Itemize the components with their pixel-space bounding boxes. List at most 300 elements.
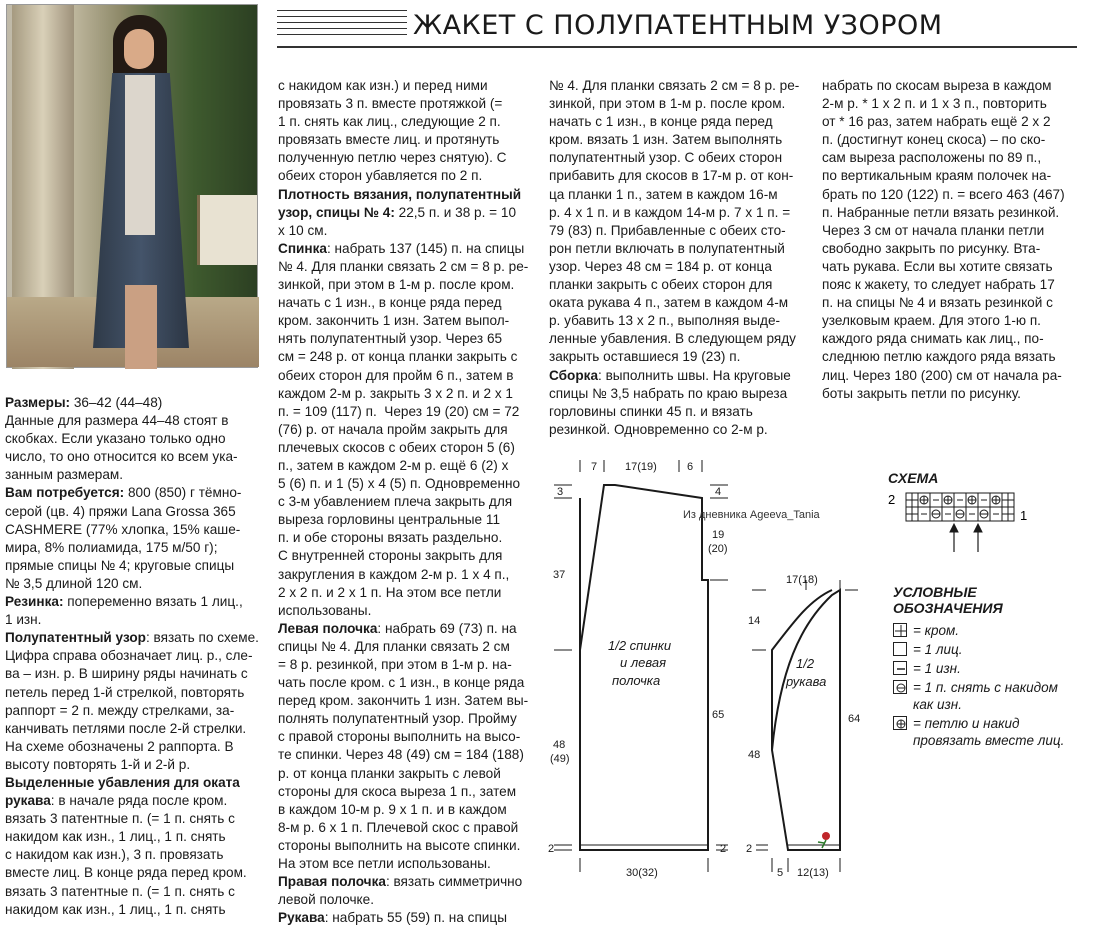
text-span: : набрать 69 (73) п. на [377, 620, 517, 636]
bold-heading: рукава [5, 793, 51, 809]
text-line [822, 276, 1065, 294]
text-span: зинкой, при этом в 1-м р. после кром. [549, 96, 786, 112]
text-span: п. Набранные петли вязать резинкой. [822, 204, 1060, 220]
chart-title: СХЕМА [888, 470, 939, 486]
text-line [278, 493, 528, 511]
dim-right-19: 19 [712, 529, 725, 541]
text-line [278, 783, 528, 801]
text-line [278, 403, 528, 421]
sleeve-dim-top: 17(18) [786, 574, 818, 586]
text-span: ленные убавления. В следующем ряду [549, 331, 796, 347]
text-line [5, 412, 259, 430]
text-span: п. и обе стороны вязать раздельно. [278, 530, 503, 546]
legend-text: = 1 п. снять с накидом как изн. [913, 680, 1058, 712]
legend-item [893, 660, 1088, 677]
text-line [278, 421, 528, 439]
text-span: CASHMERE (77% хлопка, 15% кашe- [5, 521, 241, 537]
text-line [278, 873, 528, 891]
text-line [278, 891, 528, 909]
text-span: каждом 2-м р. закрыть 3 х 2 п. и 2 х 1 [278, 385, 513, 401]
sleeve-dim-bottom-2: 2 [746, 843, 753, 855]
legend-text: = 1 лиц. [913, 642, 963, 657]
text-span: прибавить для скосов в 17-м р. от кон- [549, 168, 794, 184]
text-line [549, 222, 799, 240]
model-figure [85, 15, 205, 369]
legend [893, 584, 1088, 751]
text-line [822, 167, 1065, 185]
text-span: использованы. [278, 602, 372, 618]
text-line [278, 656, 528, 674]
dim-left-37: 37 [553, 569, 566, 581]
text-line [549, 367, 799, 385]
text-line [5, 738, 259, 756]
text-span: кром. закончить 1 изн. Затем выпол- [278, 313, 510, 329]
text-span: планки закрыть с обеих сторон для [549, 277, 773, 293]
text-line [5, 539, 259, 557]
dim-right-20: (20) [708, 543, 728, 555]
text-line [822, 348, 1065, 366]
legend-text: = петлю и накид провязать вместе лиц. [913, 716, 1065, 748]
sleeve-dim-bottom-12: 12(13) [797, 867, 829, 879]
text-span: вместе лиц. В конце ряда перед кром. [5, 865, 247, 881]
text-line [5, 810, 259, 828]
text-span: р. 4 х 1 п. и в каждом 14-м р. 7 х 1 п. = [549, 204, 791, 220]
text-line [278, 457, 528, 475]
text-span: с правой стороны выполнить на высо- [278, 729, 521, 745]
text-span: : в начале ряда после кром. [50, 793, 228, 809]
body-label-2: и левая [620, 655, 667, 670]
text-span: обеих сторон убавляется по 2 п. [278, 168, 483, 184]
text-line [278, 746, 528, 764]
text-line [278, 909, 528, 927]
knit-together-yo-icon [893, 716, 907, 730]
text-line [822, 240, 1065, 258]
text-line [822, 330, 1065, 348]
text-span: число, то оно относится ко всем ука- [5, 449, 238, 465]
text-span: начать с 1 изн., в конце ряда перед [278, 295, 502, 311]
text-line [549, 131, 799, 149]
text-line [278, 240, 528, 258]
chart-row-1: 1 [1020, 508, 1028, 523]
bold-heading: Резинка: [5, 594, 64, 610]
text-span: попеременно вязать 1 лиц., [63, 594, 243, 610]
bold-heading: Рукава [278, 910, 325, 926]
text-line [5, 448, 259, 466]
text-span: петель перед 1-й стрелкой, повторять [5, 684, 245, 700]
dim-top-7: 7 [591, 461, 598, 473]
title-decoration [277, 10, 407, 40]
text-span: полнять полупатентный узор. Пройму [278, 711, 517, 727]
text-span: скобках. Если указано только одно [5, 431, 226, 447]
text-line [278, 529, 528, 547]
text-span: = 8 р. резинкой, при этом в 1-м р. на- [278, 657, 512, 672]
text-span: выреза горловины центральные 11 [278, 512, 500, 528]
text-span: следнюю петлю каждого ряда вязать [822, 349, 1056, 365]
text-column-2 [278, 77, 528, 927]
text-span: Данные для размера 44–48 стоят в [5, 413, 229, 429]
text-line [278, 584, 528, 602]
page-title: ЖАКЕТ С ПОЛУПАТЕНТНЫМ УЗОРОМ [413, 10, 943, 41]
legend-item [893, 679, 1088, 713]
dim-left-49: (49) [550, 753, 570, 765]
legend-text: = кром. [913, 623, 960, 638]
text-span: узор. Через 48 см = 184 р. от конца [549, 258, 772, 274]
text-line [278, 276, 528, 294]
text-span: свободно закрыть по рисунку. Вта- [822, 240, 1041, 256]
text-span: 79 (83) п. Прибавленные с обеих сто- [549, 222, 786, 238]
text-column-3 [549, 77, 799, 439]
text-line [5, 611, 259, 629]
text-span: серой (цв. 4) пряжи Lana Grossa 365 [5, 503, 236, 519]
text-span: п. = 109 (117) п. Через 19 (20) см = 72 [278, 403, 520, 419]
text-span: рон петли включать в полупатентный [549, 240, 785, 256]
text-span: С внутренней стороны закрыть для [278, 548, 503, 564]
text-line [549, 312, 799, 330]
text-line [278, 186, 528, 204]
text-span: На этом все петли использованы. [278, 856, 491, 872]
text-line [278, 475, 528, 493]
text-line [278, 312, 528, 330]
text-line [822, 367, 1065, 385]
body-label-3: полочка [612, 673, 661, 688]
text-line [278, 204, 528, 222]
text-span: узелковым краем. Для этого 1-ю п. [822, 313, 1041, 329]
text-line [278, 294, 528, 312]
text-span: 5 (6) п. и 1 (5) х 4 (5) п. Одновременно [278, 476, 521, 492]
text-span: каждого ряда снимать как лиц., по- [822, 331, 1044, 347]
text-line [278, 638, 528, 656]
text-span: с 3-м убавлением плеча закрыть для [278, 494, 513, 510]
text-span: обеих сторон для пройм 6 п., затем в [278, 367, 514, 383]
text-line [5, 593, 259, 611]
chart-grid [888, 490, 1088, 560]
text-line [278, 547, 528, 565]
text-span: п. (достигнут конец скоса) – по ско- [822, 132, 1046, 148]
text-line [278, 602, 528, 620]
text-span: кром. вязать 1 изн. Затем выполнять [549, 132, 783, 148]
text-line [5, 702, 259, 720]
text-line [822, 312, 1065, 330]
text-span: ва – изн. р. В ширину ряды начинать с [5, 666, 248, 682]
text-line [822, 258, 1065, 276]
text-span: перед кром. закончить 1 изн. Затем вы- [278, 693, 529, 709]
legend-item [893, 641, 1088, 658]
dim-right-4: 4 [715, 486, 722, 498]
text-span: сам выреза расположены по 89 п., [822, 150, 1042, 166]
text-line [549, 95, 799, 113]
text-line [549, 149, 799, 167]
text-span: в каждом 10-м р. 9 х 1 п. и в каждом [278, 801, 507, 817]
text-line [822, 385, 1065, 403]
text-span: ца планки 1 п., затем в каждом 16-м [549, 186, 778, 202]
text-column-4 [822, 77, 1065, 403]
body-label-1: 1/2 спинки [608, 638, 672, 653]
text-span: боты закрыть петли по рисунку. [822, 385, 1021, 401]
watermark: Из дневника Ageeva_Tania [683, 509, 820, 521]
text-line [822, 294, 1065, 312]
dim-left-48: 48 [553, 739, 566, 751]
text-span: канчивать петлями после 2-й стрелки. [5, 720, 247, 736]
text-span: накидом как изн., 1 лиц., 1 п. снять [5, 829, 226, 845]
text-line [278, 692, 528, 710]
text-line [549, 258, 799, 276]
title-bar [277, 4, 1077, 48]
text-line [549, 403, 799, 421]
chart-row-2: 2 [888, 492, 896, 507]
dim-bottom-30: 30(32) [626, 867, 658, 879]
text-span: с накидом как изн.) и перед ними [278, 78, 488, 93]
text-line [822, 149, 1065, 167]
bold-heading: узор, спицы № 4: [278, 204, 395, 220]
text-span: 1 п. снять как лиц., следующие 2 п. [278, 114, 501, 130]
text-line [549, 186, 799, 204]
text-span: начать с 1 изн., в конце ряда перед [549, 114, 773, 130]
dim-left-3: 3 [557, 486, 564, 498]
text-line [549, 294, 799, 312]
text-line [549, 167, 799, 185]
text-span: № 4. Для планки связать 2 см = 8 р. ре- [278, 258, 529, 274]
text-line [278, 837, 528, 855]
text-line [5, 901, 259, 919]
slip-yo-icon [893, 680, 907, 694]
text-span: раппорт = 2 п. между стрелками, за- [5, 702, 235, 718]
bold-heading: Плотность вязания, полупатентный [278, 186, 522, 202]
text-span: 1 изн. [5, 612, 42, 628]
text-span: мира, 8% полиамида, 175 м/50 г); [5, 539, 218, 555]
text-span: 2-м р. * 1 х 2 п. и 1 х 3 п., повторить [822, 96, 1047, 112]
bold-heading: Спинка [278, 240, 327, 256]
text-line [5, 629, 259, 647]
text-span: спицы № 4. Для планки связать 2 см [278, 638, 510, 654]
text-span: спицы № 3,5 набрать по краю выреза [549, 385, 788, 401]
text-line [278, 348, 528, 366]
text-line [5, 521, 259, 539]
text-line [822, 95, 1065, 113]
text-line [5, 503, 259, 521]
bold-heading: Полупатентный узор [5, 630, 146, 646]
text-column-1 [5, 394, 259, 919]
repeat-arrow-icon [950, 524, 958, 552]
text-span: левой полочке. [278, 892, 374, 908]
text-line [278, 149, 528, 167]
text-span: см = 248 р. от конца планки закрыть с [278, 349, 518, 365]
text-line [278, 674, 528, 692]
text-line [5, 394, 259, 412]
model-photo [6, 4, 258, 368]
text-span: набрать по скосам выреза в каждом [822, 78, 1052, 93]
text-span: с накидом как изн.), 3 п. провязать [5, 847, 224, 863]
text-span: зинкой, при этом в 1-м р. после кром. [278, 277, 515, 293]
bold-heading: Сборка [549, 367, 599, 383]
dim-right-65: 65 [712, 709, 725, 721]
text-span: вязать 3 патентные п. (= 1 п. снять с [5, 883, 235, 899]
sleeve-label-1: 1/2 [796, 656, 815, 671]
text-line [278, 258, 528, 276]
text-span: накидом как изн., 1 лиц., 1 п. снять [5, 901, 226, 917]
sleeve-piece [752, 580, 861, 872]
text-line [278, 566, 528, 584]
repeat-arrow-icon [974, 524, 982, 552]
text-line [278, 77, 528, 95]
dim-bottom-2-right: 2 [720, 843, 727, 855]
text-line [278, 855, 528, 873]
text-span: оката рукава 4 п., затем в каждом 4-м [549, 295, 789, 311]
text-line [5, 575, 259, 593]
text-line [822, 222, 1065, 240]
text-line [822, 131, 1065, 149]
legend-item [893, 622, 1088, 639]
text-line [278, 131, 528, 149]
text-span: чать после кром. с 1 изн., в конце ряда [278, 675, 525, 691]
text-line [5, 828, 259, 846]
text-span: занным размерам. [5, 467, 124, 483]
text-line [278, 330, 528, 348]
text-span: На схеме обозначены 2 раппорта. В [5, 738, 234, 754]
text-span: 22,5 п. и 38 р. = 10 [394, 204, 517, 220]
text-span: полупатентный узор. С обеих сторон [549, 150, 783, 166]
text-span: р. от конца планки закрыть с левой [278, 765, 501, 781]
text-line [549, 204, 799, 222]
text-span: 36–42 (44–48) [70, 395, 163, 410]
text-span: провязать вместе лиц. и протянуть [278, 132, 500, 148]
text-span: № 4. Для планки связать 2 см = 8 р. ре- [549, 78, 800, 93]
text-span: провязать 3 п. вместе протяжкой (= [278, 96, 503, 112]
text-line [5, 864, 259, 882]
text-span: лиц. Через 180 (200) см от начала ра- [822, 367, 1062, 383]
text-line [5, 665, 259, 683]
text-span: (76) р. от начала пройм закрыть для [278, 421, 508, 437]
text-span: 8-м р. 6 х 1 п. Плечевой скос с правой [278, 819, 519, 835]
text-span: № 3,5 длиной 120 см. [5, 575, 143, 591]
purl-stitch-icon [893, 661, 907, 675]
text-span: прямые спицы № 4; круговые спицы [5, 557, 235, 573]
text-line [278, 511, 528, 529]
text-line [5, 846, 259, 864]
text-line [549, 330, 799, 348]
text-span: высоту повторять 1-й и 2-й р. [5, 756, 191, 772]
text-line [549, 77, 799, 95]
text-line [278, 819, 528, 837]
sleeve-label-2: рукава [786, 674, 827, 689]
text-line [5, 774, 259, 792]
text-span: резинкой. Одновременно со 2-м р. [549, 421, 768, 437]
text-line [278, 801, 528, 819]
text-line [5, 883, 259, 901]
text-line [278, 95, 528, 113]
edge-stitch-icon [893, 623, 907, 637]
text-line [549, 113, 799, 131]
text-line [549, 276, 799, 294]
text-span: : вязать симметрично [385, 874, 523, 890]
text-line [5, 557, 259, 575]
stitch-chart [888, 470, 1088, 560]
text-line [278, 367, 528, 385]
text-line [278, 167, 528, 185]
text-span: по вертикальным краям полочек на- [822, 168, 1052, 184]
text-line [5, 720, 259, 738]
sleeve-dim-14: 14 [748, 615, 761, 627]
text-line [822, 113, 1065, 131]
text-span: брать по 120 (122) п. = всего 463 (467) [822, 186, 1065, 202]
text-span: р. убавить 13 х 2 п., выполняя выде- [549, 313, 781, 329]
dim-bottom-2-left: 2 [548, 843, 555, 855]
text-span: нять полупатентный узор. Через 65 [278, 331, 503, 347]
text-line [5, 647, 259, 665]
text-span: горловины спинки 45 п. и вязать [549, 403, 753, 419]
text-line [822, 186, 1065, 204]
legend-text: = 1 изн. [913, 661, 961, 676]
text-line [5, 484, 259, 502]
text-line [278, 385, 528, 403]
text-span: : набрать 55 (59) п. на спицы [324, 910, 507, 926]
knit-stitch-icon [893, 642, 907, 656]
text-line [5, 430, 259, 448]
bold-heading: Выделенные убавления для оката [5, 774, 240, 790]
legend-title: УСЛОВНЫЕ ОБОЗНАЧЕНИЯ [893, 584, 1003, 616]
title-underline [277, 46, 1077, 48]
text-span: закругления в каждом 2-м р. 1 х 4 п., [278, 566, 510, 582]
text-span: 2 х 2 п. и 2 х 1 п. На этом все петли [278, 584, 502, 600]
text-line [822, 204, 1065, 222]
text-line [5, 684, 259, 702]
dim-top-17: 17(19) [625, 461, 657, 473]
text-span: х 10 см. [278, 222, 328, 238]
text-span: от * 16 раз, затем набрать ещё 2 х 2 [822, 114, 1051, 130]
text-span: : набрать 137 (145) п. на спицы [326, 240, 525, 256]
text-line [5, 756, 259, 774]
text-span: Цифра справа обозначает лиц. р., сле- [5, 648, 253, 664]
text-span: чать рукава. Если вы хотите связать [822, 258, 1053, 274]
text-span: 800 (850) г тёмно- [124, 485, 242, 501]
text-line [278, 113, 528, 131]
bold-heading: Правая полочка [278, 874, 386, 890]
text-line [278, 620, 528, 638]
text-span: п. на спицы № 4 и вязать резинкой с [822, 295, 1053, 311]
dim-top-6: 6 [687, 461, 694, 473]
text-span: : вязать по схеме. [145, 630, 259, 646]
text-span: : выполнить швы. На круговые [598, 367, 791, 383]
legend-item [893, 715, 1088, 749]
text-line [822, 77, 1065, 95]
bold-heading: Размеры: [5, 395, 71, 410]
text-line [278, 728, 528, 746]
text-span: те спинки. Через 48 (49) см = 184 (188) [278, 747, 524, 763]
text-line [549, 348, 799, 366]
text-span: плечевых скосов с обеих сторон 5 (6) [278, 439, 515, 455]
bold-heading: Вам потребуется: [5, 485, 125, 501]
text-span: пояс к жакету, то следует набрать 17 [822, 277, 1055, 293]
text-span: стороны выполнить на высоте спинки. [278, 837, 521, 853]
text-line [549, 240, 799, 258]
text-span: полученную петлю через снятую). С [278, 150, 507, 166]
text-line [549, 385, 799, 403]
text-span: вязать 3 патентные п. (= 1 п. снять с [5, 811, 235, 827]
text-line [5, 466, 259, 484]
text-line [278, 439, 528, 457]
text-line [278, 765, 528, 783]
sleeve-dim-48: 48 [748, 749, 761, 761]
sleeve-dim-bottom-5: 5 [777, 867, 784, 879]
text-span: закрыть оставшиеся 19 (23) п. [549, 349, 741, 365]
text-span: Через 3 см от начала планки петли [822, 222, 1045, 238]
text-line [278, 222, 528, 240]
text-line [278, 710, 528, 728]
sleeve-outline [772, 590, 840, 850]
rose-icon [818, 832, 830, 848]
text-line [5, 792, 259, 810]
text-line [549, 421, 799, 439]
bold-heading: Левая полочка [278, 620, 378, 636]
